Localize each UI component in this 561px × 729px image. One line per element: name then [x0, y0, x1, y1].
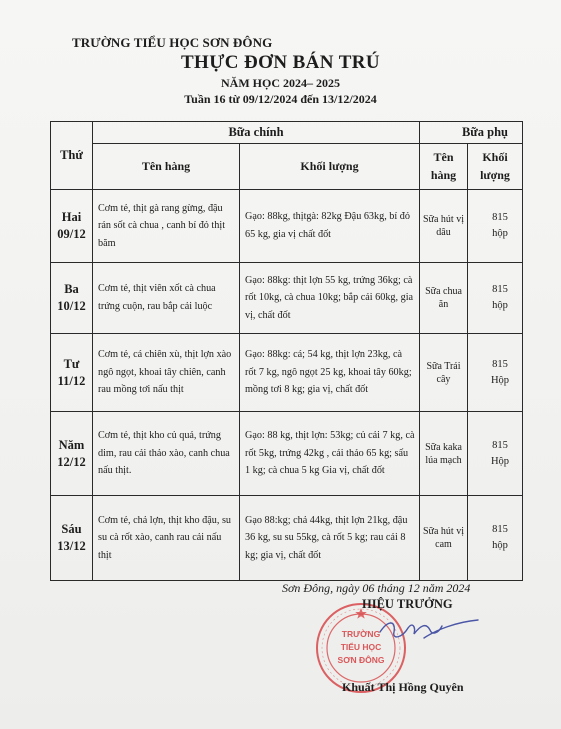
dish-cell: Cơm tẻ, cá chiên xù, thịt lợn xào ngô ngọt, khoai tây chiên, canh rau mồng tơi nấu thịt [93, 334, 240, 412]
snack-amount: 815 [492, 439, 508, 451]
day-date: 11/12 [57, 373, 86, 388]
header-dish: Tên hàng [93, 144, 240, 190]
stamp-line-2: TIỂU HỌC [340, 642, 382, 652]
stamp-line-1: TRƯỜNG [341, 629, 381, 639]
stamp-line-3: SƠN ĐÔNG [337, 655, 385, 665]
menu-table [50, 121, 523, 581]
snack-quantity-cell [468, 263, 523, 334]
day-name: Tư [63, 356, 80, 371]
day-name: Ba [64, 282, 79, 297]
dish-cell: Cơm tẻ, thịt gà rang gừng, đậu rán sốt cà chua , canh bí đỏ thịt băm [93, 190, 240, 263]
school-year: NĂM HỌC 2024– 2025 [221, 76, 340, 90]
snack-quantity-cell [468, 190, 523, 263]
table-row [51, 263, 523, 334]
principal-name: Khuất Thị Hồng Quyên [342, 680, 464, 694]
dish-cell: Cơm tẻ, thịt kho củ quả, trứng dim, rau cải thảo xào, canh chua nấu thịt. [93, 412, 240, 496]
snack-cell: Sữa Trái cây [420, 334, 468, 412]
week-range: Tuần 16 từ 09/12/2024 đến 13/12/2024 [184, 92, 377, 106]
snack-unit: hộp [492, 540, 508, 551]
day-cell [51, 496, 93, 581]
table-row [51, 412, 523, 496]
quantity-cell: Gạo: 88kg: cá; 54 kg, thịt lợn 23kg, cà rốt 7 kg, ngô ngọt 25 kg, khoai tây 60kg; mồng tơi 8 kg; gia vị, chất đốt [240, 334, 420, 412]
header-quantity: Khối lượng [240, 144, 420, 190]
day-name: Sáu [61, 522, 82, 537]
day-cell [51, 412, 93, 496]
school-name: TRƯỜNG TIỂU HỌC SƠN ĐÔNG [72, 35, 273, 50]
quantity-cell: Gạo: 88 kg, thịt lợn: 53kg; củ cải 7 kg, cà rốt 5kg, trứng 42kg , cải thảo 65 kg; sấu 1 kg; cà chua 5 kg Gia vị, chất đốt [240, 412, 420, 496]
snack-cell: Sữa hút vị cam [420, 496, 468, 581]
header-snack-name: Tên hàng [420, 144, 468, 190]
quantity-cell: Gạo: 88kg, thịtgà: 82kg Đậu 63kg, bí đỏ 65 kg, gia vị chất đốt [240, 190, 420, 263]
day-name: Hai [61, 210, 82, 225]
header-main-meal: Bữa chính [93, 122, 420, 144]
snack-amount: 815 [492, 284, 508, 296]
dish-cell: Cơm tẻ, chả lợn, thịt kho đậu, su su cà rốt xào, canh rau cải nấu thịt [93, 496, 240, 581]
table-row [51, 496, 523, 581]
table-row [51, 190, 523, 263]
snack-amount: 815 [492, 358, 508, 370]
snack-amount: 815 [492, 524, 508, 536]
day-date: 10/12 [57, 299, 86, 313]
snack-unit: hộp [492, 300, 508, 311]
day-cell [51, 263, 93, 334]
header-snack-meal: Bữa phụ [420, 122, 523, 144]
handwritten-signature [372, 608, 482, 648]
snack-cell: Sữa chua ăn [420, 263, 468, 334]
day-name: Năm [58, 437, 85, 452]
header-snack-quantity: Khối lượng [468, 144, 523, 190]
snack-quantity-cell [468, 412, 523, 496]
day-date: 12/12 [57, 454, 86, 469]
day-cell [51, 334, 93, 412]
header-day: Thứ [51, 122, 93, 190]
day-cell [51, 190, 93, 263]
table-row [51, 334, 523, 412]
day-date: 09/12 [57, 227, 86, 241]
place-date: Sơn Đông, ngày 06 tháng 12 năm 2024 [282, 581, 471, 595]
dish-cell: Cơm tẻ, thịt viên xốt cà chua trứng cuộn, rau bắp cải luộc [93, 263, 240, 334]
snack-quantity-cell [468, 496, 523, 581]
snack-quantity-cell [468, 334, 523, 412]
snack-unit: Hộp [490, 455, 510, 467]
quantity-cell: Gạo 88:kg; chả 44kg, thịt lợn 21kg, đậu 36 kg, su su 55kg, cà rốt 5 kg; rau cải 8 kg; gia vị, chất đốt [240, 496, 420, 581]
quantity-cell: Gạo: 88kg: thịt lợn 55 kg, trứng 36kg; cà rốt 10kg, cà chua 10kg; bắp cải 60kg, gia vị, chất đốt [240, 263, 420, 334]
snack-unit: Hộp [490, 374, 510, 386]
snack-cell: Sữa hút vị dâu [420, 190, 468, 263]
document-title: THỰC ĐƠN BÁN TRÚ [180, 52, 381, 73]
principal-title: HIỆU TRƯỞNG [362, 597, 453, 611]
snack-cell: Sữa kaka lúa mạch [420, 412, 468, 496]
snack-unit: hộp [492, 228, 508, 239]
snack-amount: 815 [492, 212, 508, 224]
day-date: 13/12 [57, 539, 86, 553]
